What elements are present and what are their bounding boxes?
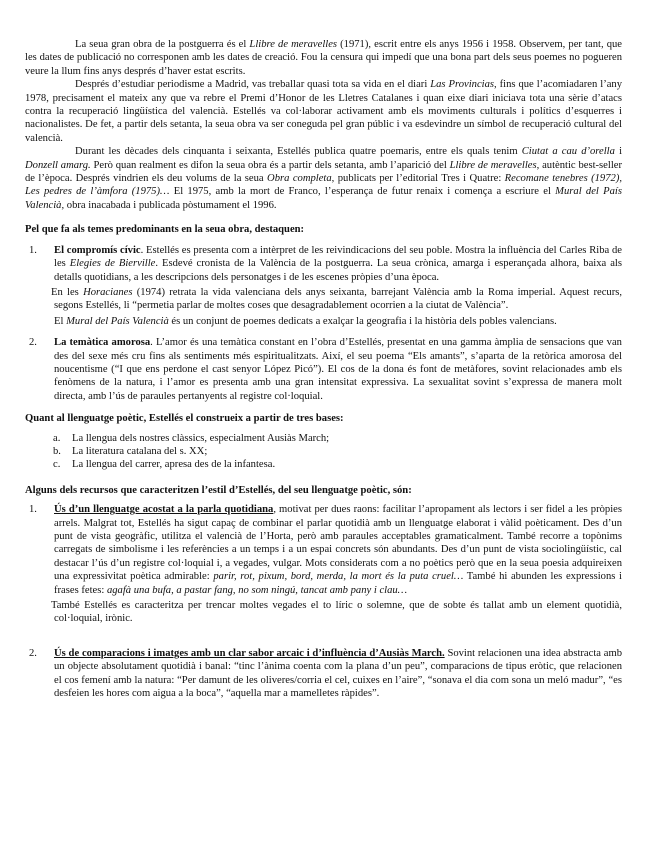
resource-1-subparagraph: També Estellés es caracteritza per trencar moltes vegades el to líric o solemne, que de sobte és tallat amb un element quotidià, col·loquial, irònic. (51, 600, 622, 625)
list-item-base: b. La literatura catalana del s. XX; (53, 445, 208, 457)
list-item-base: a. La llengua dels nostres clàssics, especialment Ausiàs March; (53, 432, 330, 444)
theme-1-subparagraph-2: El Mural del País Valencià és un conjunt de poemes dedicats a exalçar la geografia i la història dels pobles valencians. (54, 315, 557, 327)
heading-themes: Pel que fa als temes predominants en la seua obra, destaquen: (25, 224, 305, 236)
theme-1-subparagraph-1: En les Horacianes (1974) retrata la vida valenciana dels anys seixanta, barrejant València amb la Roma imperial. Aquest recurs, segons Estellés, li “permetia parlar de moltes coses que desagradablement ocorrien a la ciutat de València”. (51, 286, 622, 312)
list-item-base: c. La llengua del carrer, apresa des de la infantesa. (53, 459, 276, 471)
heading-language: Quant al llenguatge poètic, Estellés el construeix a partir de tres bases: (25, 413, 344, 425)
book-title: Llibre de meravelles (249, 39, 338, 50)
intro-paragraph-2: Després d’estudiar periodisme a Madrid, vas treballar quasi tota sa vida en el diari Las Provincias, fins que l’acomiadaren l’any 1978, precisament el mateix any que va rebre el Premi d’Honor de les Lletres Catalanes i quan eixe diari iniciava tota una sèrie d’atacs contra la recuperació lingüística del valencià. Estellés va col·laborar activament amb els moviments culturals i polítics d’esquerres i nacionalistes. De fet, a partir dels setanta, la seua obra va ser coneguda pel gran públic i va esdevindre un símbol de recuperació cultural del valencià. (25, 79, 623, 144)
document-page (25, 38, 622, 705)
bases-list (53, 432, 622, 472)
intro-paragraph-3: Durant les dècades dels cinquanta i seixanta, Estellés publica quatre poemaris, entre els quals tenim Ciutat a cau d’orella i Donzell amarg. Però quan realment es difon la seua obra és a partir dels setanta, amb l’aparició del Llibre de meravelles, autèntic best-seller de l’època. Després vindrien els deu volums de la seua Obra completa, publicats per l’editorial Tres i Quatre: Recomane tenebres (1972), Les pedres de l’àmfora (1975)… El 1975, amb la mort de Franco, l’esperança de futur renaix i comença a escriure el Mural del País Valencià, obra inacabada i publicada pòstumament el 1996. (25, 146, 623, 211)
list-item-theme-1: 1. El compromís cívic. Estellés es presenta com a intèrpret de les reivindicacions del seu poble. Mostra la influència del Carles Riba de les Elegies de Bierville. Esdevé cronista de la València de la postguerra. La seua crònica, amarga i esperançada alhora, baixa als detalls quotidians, a les descripcions dels personatges i de les escenes pròpies d’una època. En les Horacianes (1974) retrata la vida valenciana dels anys seixanta, barrejant València amb la Roma imperial. Aquest recurs, segons Estellés, li “permetia parlar de moltes coses que desagradablement ocorrien a la ciutat de València”. El Mural del País Valencià és un conjunt de poemes dedicats a exalçar la geografia i la història dels pobles valencians. (29, 244, 622, 327)
list-item-resource-2: 2. Ús de comparacions i imatges amb un clar sabor arcaic i d’influència d’Ausiàs March. Sovint relacionen una idea abstracta amb un objecte absolutament quotidià i banal: “tinc l’ànima coenta com la plana d’un peu”, comparacions de tipus eròtic, que relacionen el cos femení amb la natura: “Per damunt de les oliveres/corria el cel, cuixes en l’aire”, “sonava el dia com sona un meló madur”, “es desfeien les hores com aigua a la boca”, “aquella mar a mamelletes ràpides”. (29, 647, 622, 700)
list-item-theme-2: 2. La temàtica amorosa. L’amor és una temàtica constant en l’obra d’Estellés, presentat en una gamma àmplia de sensacions que van des del sexe més cru fins als sentiments més espiritualitzats. Així, el seu poema “Els amants”, s’aparta de la retòrica amorosa del noucentisme (“I que ens perdone el cast senyor López Picó”). El cos de la dona és font de metàfores, sovint relacionades amb els fenòmens de la natura, i l’amor es presenta amb una gran intensitat expressiva. La sexualitat sovint s’expressa de manera molt directa, amb l’ús de paraules pertanyents al registre col·loquial. (29, 337, 622, 402)
intro-paragraph-1: La seua gran obra de la postguerra és el Llibre de meravelles (1971), escrit entre els anys 1956 i 1958. Observem, per tant, que les dates de publicació no corresponen amb les dates de creació. Fou la censura qui impedí que una bona part dels seus poemes no pogueren veure la llum fins anys després d’haver estat escrits. (25, 39, 622, 77)
list-item-resource-1: 1. Ús d’un llenguatge acostat a la parla quotidiana, motivat per dues raons: facilitar l’apropament als lectors i ser fidel a les pròpies arrels. Malgrat tot, Estellés ha sigut capaç de combinar el parlar quotidià amb un llenguatge elaborat i vàlid poèticament. Des d’un punt de vista geogràfic, utilitza el valencià de l’Horta, però amb paraules acceptables gramaticalment. També recorre a topònims carregats de simbolisme i les referències a un temps i a un espai concrets són abundants. Des d’un punt de vista sociolingüístic, cal destacar l’ús d’un registre col·loquial i, a vegades, vulgar. Mots considerats com a no poètics però que en la seua poesia adquireixen una expressivitat poètica admirable: parir, rot, pixum, bord, merda, la mort és la puta cruel… També hi abunden les expressions i frases fetes: agafà una bufa, a pastar fang, no som ningú, tancat amb pany i clau… També Estellés es caracteritza per trencar moltes vegades el to líric o solemne, que de sobte és tallat amb un element quotidià, col·loquial, irònic. (29, 504, 622, 625)
heading-resources: Alguns dels recursos que caracteritzen l’estil d’Estellés, del seu llenguatge poètic, són: (25, 484, 412, 496)
newspaper-title: Las Provincias (430, 79, 495, 91)
